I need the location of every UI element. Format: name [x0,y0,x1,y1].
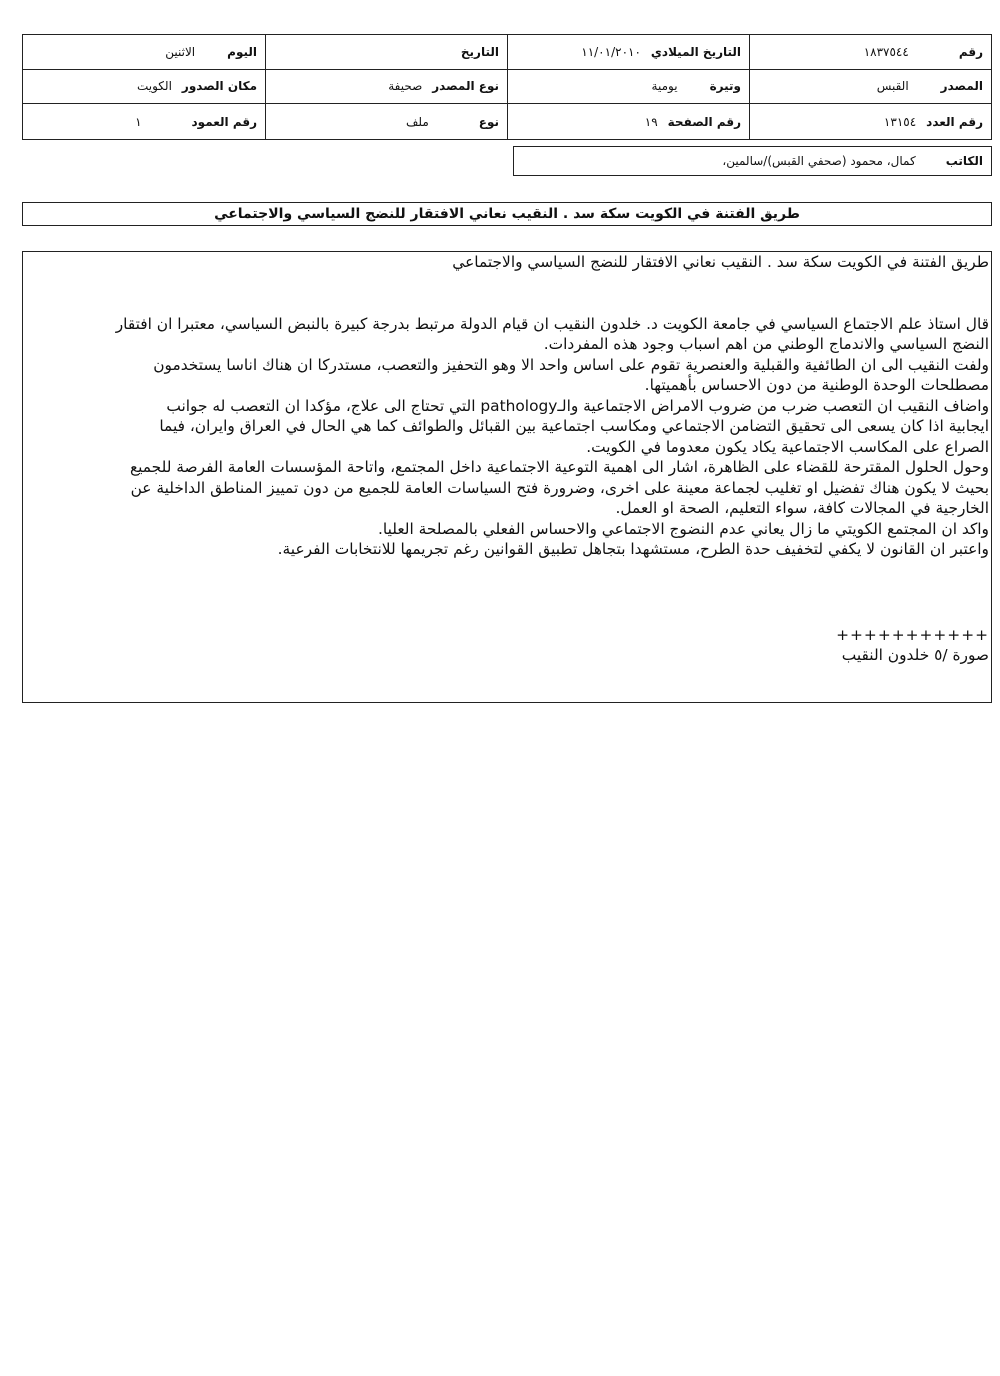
body-line: ايجابية اذا كان يسعى الى تحقيق التضامن الاجتماعي ومكاسب اجتماعية بين القبائل والطوائف كما هي الحال في العراق وايران، فيما [159,417,989,435]
meta-day: اليوم الاثنين [23,35,265,70]
meta-source: المصدر القبس [749,70,991,105]
body-title-line: طريق الفتنة في الكويت سكة سد . النقيب نعاني الافتقار للنضج السياسي والاجتماعي [452,253,989,271]
meta-source-type: نوع المصدر صحيفة [265,70,507,105]
body-line: الخارجية في المجالات كافة، سواء التعليم، الصحة او العمل. [615,499,989,517]
body-line: واكد ان المجتمع الكويتي ما زال يعاني عدم النضوج الاجتماعي والاحساس الفعلي بالمصلحة العليا. [378,519,989,538]
blank-line [25,273,989,314]
meta-frequency: وتيرة يومية [507,70,749,105]
meta-column-number: رقم العمود ١ [135,114,257,129]
body-line: ولفت النقيب الى ان الطائفية والقبلية والعنصرية تقوم على اساس واحد الا وهو التحفيز والتعصب، مستدركا ان هناك اناسا يستخدمون [153,355,989,374]
blank-line [25,560,989,601]
writer-label: الكاتب [945,154,983,168]
meta-issue-number: رقم العدد ١٣١٥٤ [749,104,991,139]
metadata-table [22,34,992,140]
meta-page-number: رقم الصفحة ١٩ [507,104,749,139]
meta-type: نوع ملف [265,104,507,139]
body-line: مصطلحات الوحدة الوطنية من دون الاحساس بأهميتها. [644,376,989,394]
article-headline: طريق الفتنة في الكويت سكة سد . النقيب نعاني الافتقار للنضج السياسي والاجتماعي [22,202,992,226]
meta-publication-place: مكان الصدور الكويت [23,70,265,105]
body-line: قال استاذ علم الاجتماع السياسي في جامعة الكويت د. خلدون النقيب ان قيام الدولة مرتبط بدرجة كبيرة بالنبض السياسي، معتبرا ان افتقار [115,314,989,333]
writer-value: كمال، محمود (صحفي القبس)/سالمين، [722,154,916,168]
body-line: بحيث لا يكون هناك تفضيل او تغليب لجماعة معينة على اخرى، وضرورة فتح السياسات العامة للجميع من دون تمييز المناطق الداخلية عن [130,478,989,497]
meta-date: التاريخ [265,35,507,70]
body-line: الصراع على المكاسب الاجتماعية يكاد يكون معدوما في الكويت. [586,437,989,456]
body-line: واضاف النقيب ان التعصب ضرب من ضروب الامراض الاجتماعية والـpathology التي تحتاج الى علاج، مؤكدا ان التعصب له جوانب [166,396,989,415]
body-line: واعتبر ان القانون لا يكفي لتخفيف حدة الطرح، مستشهدا بتجاهل تطبيق القوانين رغم تجريمها للانتخابات الفرعية. [277,540,989,558]
photo-caption: صورة /٥ خلدون النقيب [841,646,989,664]
separator-line: +++++++++++ [836,625,989,644]
meta-gregorian-date: التاريخ الميلادي ١١/٠١/٢٠١٠ [507,35,749,70]
body-line: وحول الحلول المقترحة للقضاء على الظاهرة، اشار الى اهمية التوعية الاجتماعية داخل المجتمع، واتاحة المؤسسات العامة الفرصة للجميع [129,458,989,476]
body-line: النضج السياسي والاندماج الوطني من اهم اسباب وجود هذه المفردات. [543,335,989,353]
meta-number: رقم ١٨٣٧٥٤٤ [749,35,991,70]
writer-box [513,146,992,176]
article-body [22,251,992,703]
